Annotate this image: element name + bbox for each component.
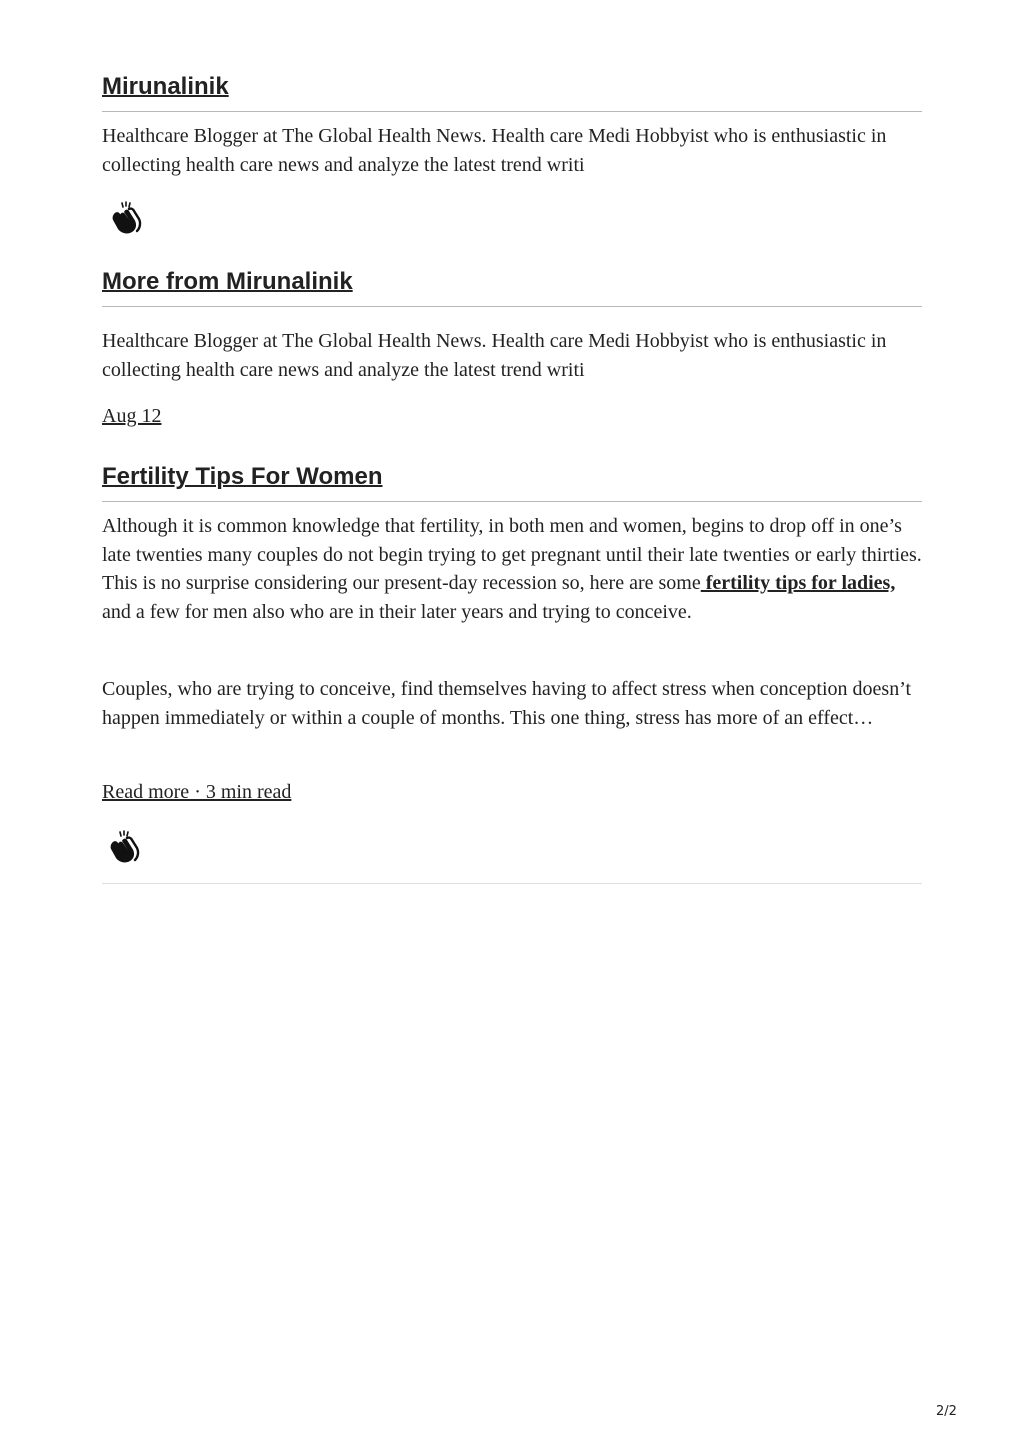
- fertility-tips-link[interactable]: fertility tips for ladies,: [700, 572, 896, 594]
- divider: [102, 306, 922, 307]
- clap-icon[interactable]: [108, 200, 144, 236]
- more-bio: Healthcare Blogger at The Global Health News. Health care Medi Hobbyist who is enthusiastic in collecting health care news and analyze the latest trend writi: [102, 330, 887, 381]
- author-title: [102, 72, 229, 102]
- author-bio: Healthcare Blogger at The Global Health News. Health care Medi Hobbyist who is enthusiastic in collecting health care news and analyze the latest trend writi: [102, 125, 887, 176]
- paragraph-text: Although it is common knowledge that fertility, in both men and women, begins to drop off in one’s late twenties many couples do not begin trying to get pregnant until their late twenties or early thirties. This is no surprise considering our present-day recession so, here are some: [102, 515, 922, 594]
- article-date-link[interactable]: Aug 12: [102, 405, 162, 427]
- article-paragraph-1: [102, 512, 922, 626]
- clap-icon[interactable]: [106, 829, 142, 865]
- read-more-link[interactable]: Read more · 3 min read: [102, 781, 292, 803]
- paragraph-text: and a few for men also who are in their later years and trying to conceive.: [102, 600, 692, 623]
- more-section: [102, 267, 353, 297]
- divider: [102, 111, 922, 112]
- article-title: [102, 462, 382, 492]
- divider: [102, 883, 922, 884]
- more-title: [102, 267, 353, 297]
- article-paragraph-2: Couples, who are trying to conceive, find themselves having to affect stress when conception doesn’t happen immediately or within a couple of months. This one thing, stress has more of an effect…: [102, 678, 912, 729]
- divider: [102, 501, 922, 502]
- article-header: [102, 462, 382, 492]
- author-section: [102, 72, 229, 102]
- more-title-link[interactable]: More from Mirunalinik: [102, 268, 353, 295]
- article-title-link[interactable]: Fertility Tips For Women: [102, 463, 383, 490]
- page-number: 2/2: [936, 1404, 957, 1419]
- author-title-link[interactable]: Mirunalinik: [102, 73, 229, 100]
